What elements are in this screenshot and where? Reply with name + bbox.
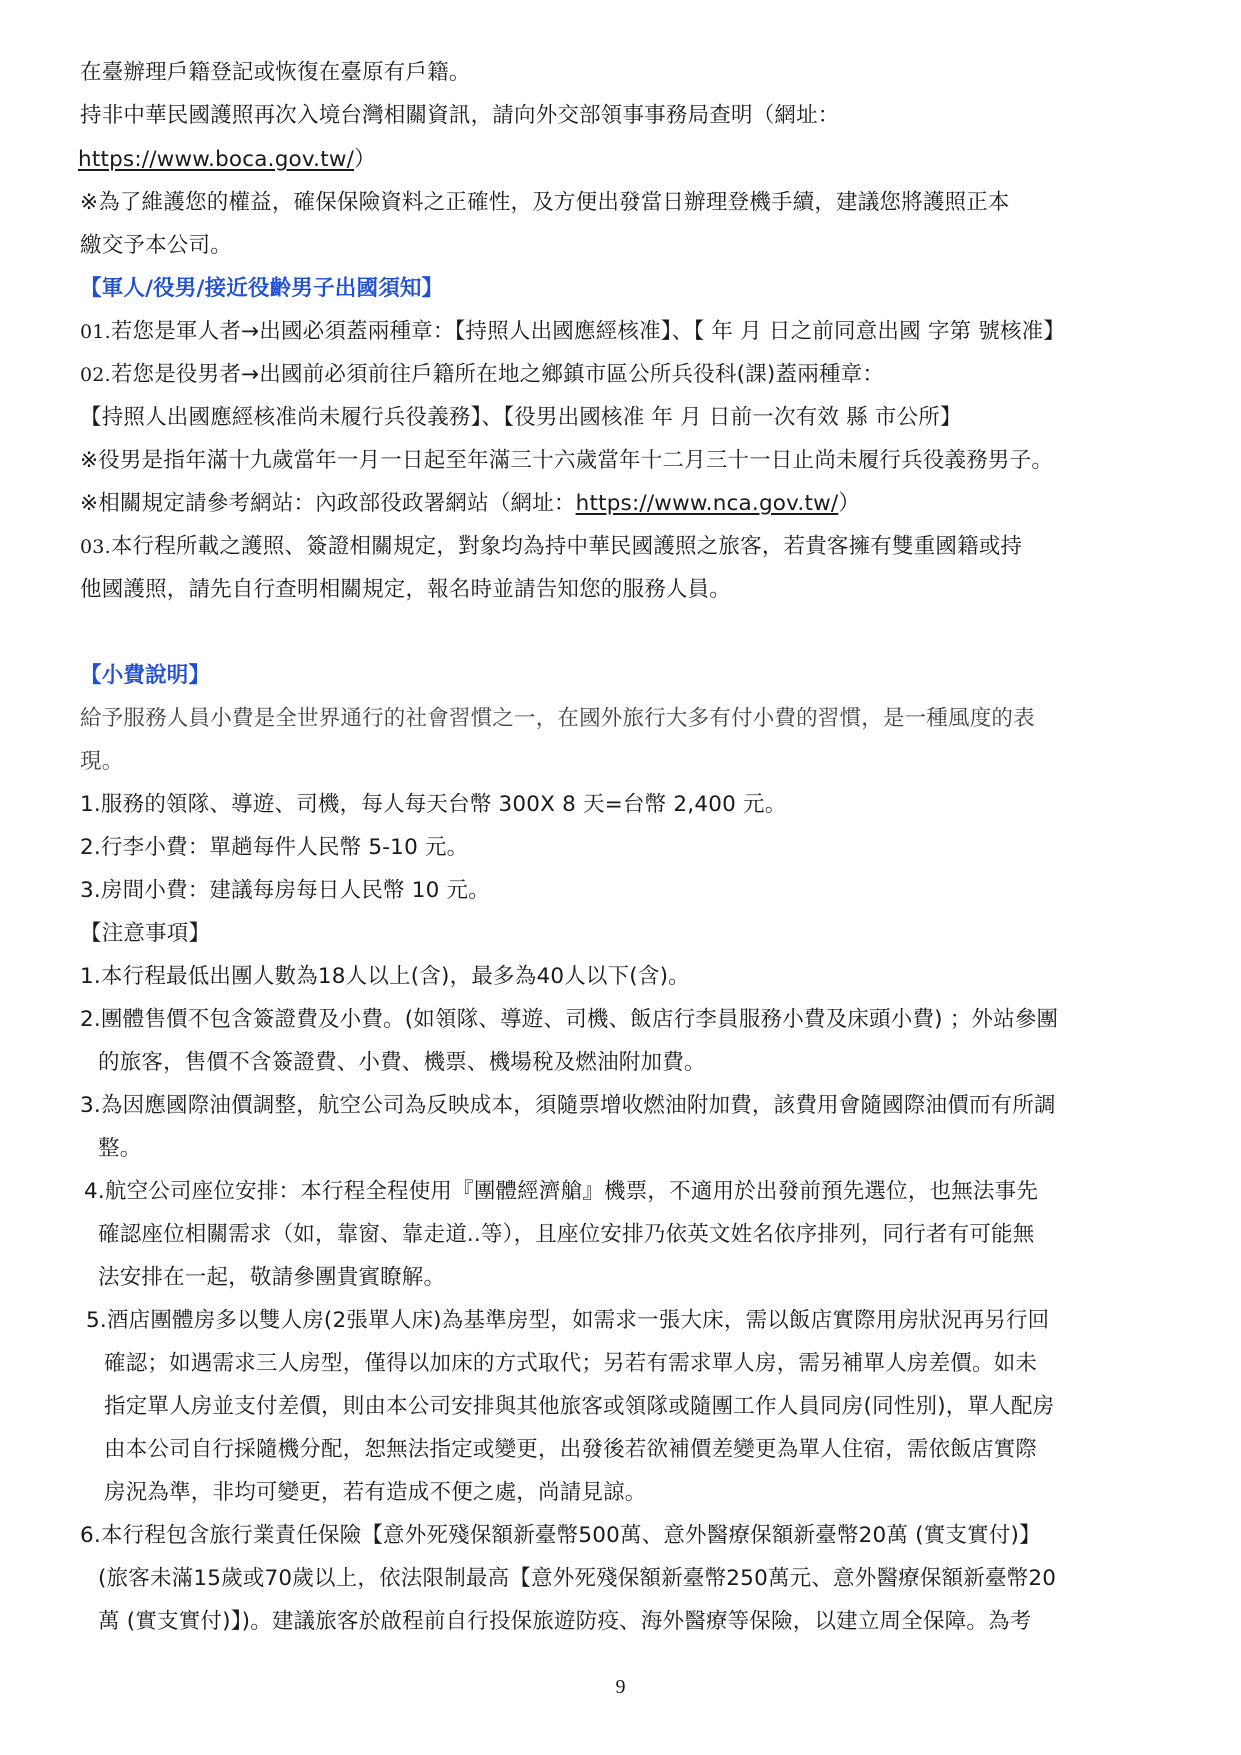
tips-item-3: 3.房間小費：建議每房每日人民幣 10 元。 (80, 878, 490, 903)
notes-heading: 【注意事項】 (80, 921, 211, 946)
military-item-2-text: 若您是役男者→出國前必須前往戶籍所在地之鄉鎮市區公所兵役科(課)蓋兩種章： (110, 362, 885, 387)
military-item-1-text: 若您是軍人者→出國必須蓋兩種章：【持照人出國應經核准】、【 年 月 日之前同意出國 字第 號核准】 (110, 319, 1066, 344)
boca-url-line (78, 145, 376, 175)
military-note-1: ※役男是指年滿十九歲當年一月一日起至年滿三十六歲當年十二月三十一日止尚未履行兵役義務男子。 (80, 448, 1054, 473)
military-item-3-text: 本行程所載之護照、簽證相關規定，對象均為持中華民國護照之旅客，若貴客擁有雙重國籍或持 (110, 534, 1023, 559)
passport-line-1: 在臺辦理戶籍登記或恢復在臺原有戶籍。 (80, 60, 471, 85)
passport-line-2: 持非中華民國護照再次入境台灣相關資訊，請向外交部領事事務局查明（網址： (80, 103, 840, 128)
note-4-line-2: 確認座位相關需求（如，靠窗、靠走道..等），且座位安排乃依英文姓名依序排列，同行者有可能無 (98, 1222, 1035, 1247)
note-5-line-1: 5.酒店團體房多以雙人房(2張單人床)為基準房型，如需求一張大床，需以飯店實際用房狀況再另行回 (86, 1308, 1050, 1333)
note-4-line-3: 法安排在一起，敬請參團貴賓瞭解。 (98, 1265, 446, 1290)
military-item-2-stamps: 【持照人出國應經核准尚未履行兵役義務】、【役男出國核准 年 月 日前一次有效 縣 市公所】 (80, 405, 962, 430)
passport-note-2: 繳交予本公司。 (80, 233, 232, 258)
note-6-line-3: 萬 (實支實付)】)。建議旅客於啟程前自行投保旅遊防疫、海外醫療等保險，以建立周全保障。為考 (98, 1609, 1032, 1634)
military-item-2 (80, 360, 884, 390)
page-number: 9 (615, 1676, 626, 1698)
military-note-2 (80, 489, 860, 519)
military-item-3-number: 03. (80, 536, 111, 558)
passport-note-1: ※為了維護您的權益，確保保險資料之正確性，及方便出發當日辦理登機手續，建議您將護照正本 (80, 190, 1010, 215)
note-5-line-4: 由本公司自行採隨機分配，恕無法指定或變更，出發後若欲補價差變更為單人住宿，需依飯店實際 (104, 1437, 1038, 1462)
note-2-line-1: 2.團體售價不包含簽證費及小費。(如領隊、導遊、司機、飯店行李員服務小費及床頭小費) ；外站參團 (80, 1007, 1059, 1032)
note-3-line-1: 3.為因應國際油價調整，航空公司為反映成本，須隨票增收燃油附加費，該費用會隨國際油價而有所調 (80, 1093, 1056, 1118)
military-note-2-prefix: ※相關規定請參考網站：內政部役政署網站（網址： (80, 491, 576, 516)
military-item-1 (80, 317, 1065, 347)
military-heading: 【軍人/役男/接近役齡男子出國須知】 (80, 276, 444, 301)
tips-intro-1: 給予服務人員小費是全世界通行的社會習慣之一，在國外旅行大多有付小費的習慣，是一種風度的表 (80, 706, 1035, 731)
military-note-2-suffix: ） (838, 491, 861, 516)
boca-url-close: ） (354, 147, 376, 172)
note-3-line-2: 整。 (98, 1136, 142, 1161)
note-5-line-5: 房況為準，非均可變更，若有造成不便之處，尚請見諒。 (104, 1480, 647, 1505)
military-item-2-number: 02. (80, 364, 111, 386)
tips-item-1: 1.服務的領隊、導遊、司機，每人每天台幣 300X 8 天=台幣 2,400 元。 (80, 792, 787, 817)
note-5-line-3: 指定單人房並支付差價，則由本公司安排與其他旅客或領隊或隨團工作人員同房(同性別)，單人配房 (104, 1394, 1055, 1419)
note-6-line-2: (旅客未滿15歲或70歲以上，依法限制最高【意外死殘保額新臺幣250萬元、意外醫療保額新臺幣20 (98, 1566, 1057, 1591)
military-item-3 (80, 532, 1022, 562)
military-item-3-cont: 他國護照，請先自行查明相關規定，報名時並請告知您的服務人員。 (80, 577, 732, 602)
note-2-line-2: 的旅客，售價不含簽證費、小費、機票、機場稅及燃油附加費。 (98, 1050, 706, 1075)
note-1: 1.本行程最低出團人數為18人以上(含)，最多為40人以下(含)。 (80, 964, 690, 989)
military-item-1-number: 01. (80, 321, 111, 343)
nca-url-link[interactable]: https://www.nca.gov.tw/ (575, 491, 839, 516)
note-6-line-1: 6.本行程包含旅行業責任保險【意外死殘保額新臺幣500萬、意外醫療保額新臺幣20萬 (實支實付)】 (80, 1523, 1041, 1548)
note-4-line-1: 4.航空公司座位安排：本行程全程使用『團體經濟艙』機票，不適用於出發前預先選位，也無法事先 (84, 1179, 1039, 1204)
note-5-line-2: 確認；如遇需求三人房型，僅得以加床的方式取代；另若有需求單人房，需另補單人房差價。如未 (104, 1351, 1038, 1376)
boca-url-link[interactable]: https://www.boca.gov.tw/ (78, 147, 355, 172)
tips-heading: 【小費說明】 (80, 663, 211, 688)
tips-intro-2: 現。 (80, 749, 124, 774)
tips-item-2: 2.行李小費：單趟每件人民幣 5-10 元。 (80, 835, 469, 860)
